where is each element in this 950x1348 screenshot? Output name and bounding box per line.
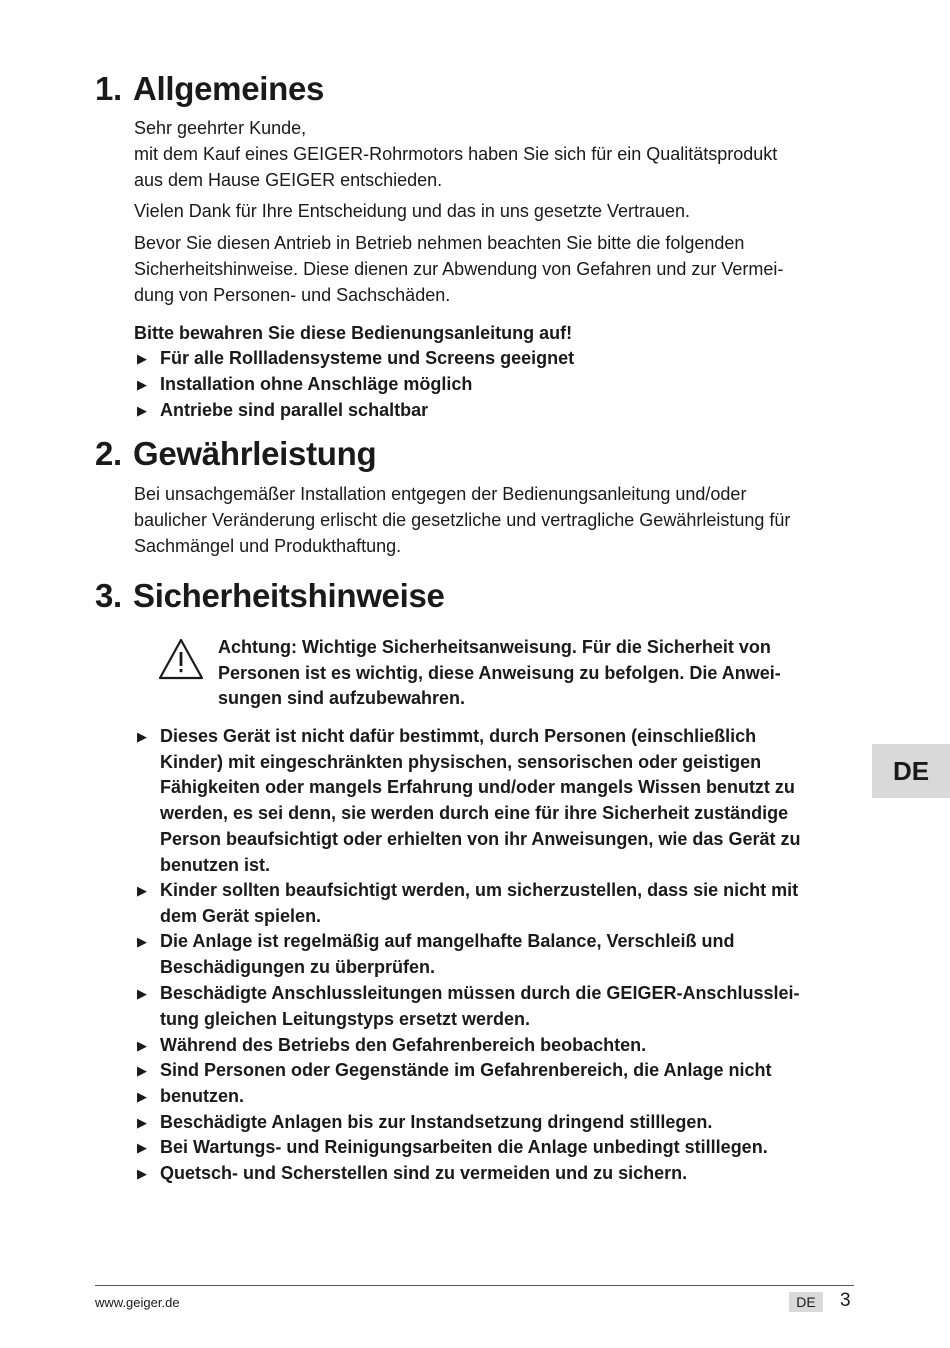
list-item bbox=[134, 1084, 854, 1110]
list-item bbox=[134, 398, 854, 424]
triangle-right-icon: ▶ bbox=[137, 986, 147, 1001]
section-number: 2. bbox=[95, 435, 122, 472]
triangle-right-icon: ▶ bbox=[137, 1089, 147, 1104]
paragraph: Bevor Sie diesen Antrieb in Betrieb nehmen beachten Sie bitte die folgenden Sicherheitshinweise. Diese dienen zur Abwendung von Gefahren und zur Vermei- dung von Personen- und Sachschäden. bbox=[134, 233, 784, 305]
section-title: Allgemeines bbox=[133, 70, 325, 107]
section-1-paragraph-2 bbox=[134, 198, 854, 224]
list-item bbox=[134, 1135, 854, 1161]
section-3-heading bbox=[95, 577, 445, 615]
paragraph: Sehr geehrter Kunde, mit dem Kauf eines GEIGER-Rohrmotors haben Sie sich für ein Qualitätsprodukt aus dem Hause GEIGER entschieden. bbox=[134, 118, 778, 190]
triangle-right-icon: ▶ bbox=[137, 934, 147, 949]
triangle-right-icon: ▶ bbox=[137, 377, 147, 392]
list-item-text: Antriebe sind parallel schaltbar bbox=[160, 400, 429, 420]
list-item bbox=[134, 878, 854, 929]
list-item-text: Für alle Rollladensysteme und Screens geeignet bbox=[160, 348, 575, 368]
list-item bbox=[134, 981, 854, 1032]
section-number: 1. bbox=[95, 70, 122, 107]
triangle-right-icon: ▶ bbox=[137, 1140, 147, 1155]
list-item-text: Beschädigte Anlagen bis zur Instandsetzung dringend stilllegen. bbox=[160, 1112, 713, 1132]
footer-language-badge: DE bbox=[789, 1292, 823, 1312]
section-1-heading bbox=[95, 70, 324, 108]
list-item-text: Die Anlage ist regelmäßig auf mangelhafte Balance, Verschleiß und Beschädigungen zu überprüfen. bbox=[160, 931, 735, 977]
section-number: 3. bbox=[95, 577, 122, 614]
keep-manual-note bbox=[134, 320, 854, 346]
section-1-paragraph-3 bbox=[134, 230, 854, 308]
bold-note: Bitte bewahren Sie diese Bedienungsanleitung auf! bbox=[134, 323, 573, 343]
triangle-right-icon: ▶ bbox=[137, 1038, 147, 1053]
paragraph: Vielen Dank für Ihre Entscheidung und das in uns gesetzte Vertrauen. bbox=[134, 201, 691, 221]
list-item-text: benutzen. bbox=[160, 1086, 244, 1106]
list-item bbox=[134, 1058, 854, 1084]
section-2-paragraph bbox=[134, 481, 854, 559]
page-number: 3 bbox=[840, 1290, 851, 1311]
triangle-right-icon: ▶ bbox=[137, 1166, 147, 1181]
footer-divider bbox=[95, 1285, 854, 1286]
list-item-text: Dieses Gerät ist nicht dafür bestimmt, durch Personen (einschließlich Kinder) mit eingeschränkten physischen, sensorischen oder geistigen Fähigkeiten oder mangels Erfahrung und/oder mangels Wissen benutzt zu werden, es sei denn, sie werden durch eine für ihre Sicherheit zuständige Person beaufsichtigt oder erhielten von ihr Anweisungen, wie das Gerät zu benutzen ist. bbox=[160, 726, 801, 875]
list-item bbox=[134, 1161, 854, 1187]
triangle-right-icon: ▶ bbox=[137, 1115, 147, 1130]
section-1-paragraph-1 bbox=[134, 115, 854, 193]
safety-warning-text: Achtung: Wichtige Sicherheitsanweisung. Für die Sicherheit von Personen ist es wichtig, diese Anweisung zu befolgen. Die Anwei- sungen sind aufzubewahren. bbox=[218, 637, 781, 709]
triangle-right-icon: ▶ bbox=[137, 351, 147, 366]
footer-url: www.geiger.de bbox=[95, 1295, 180, 1310]
list-item-text: Kinder sollten beaufsichtigt werden, um sicherzustellen, dass sie nicht mit dem Gerät spielen. bbox=[160, 880, 799, 926]
list-item bbox=[134, 1033, 854, 1059]
list-item bbox=[134, 372, 854, 398]
triangle-right-icon: ▶ bbox=[137, 1063, 147, 1078]
list-item-text: Installation ohne Anschläge möglich bbox=[160, 374, 473, 394]
section-title: Sicherheitshinweise bbox=[133, 577, 445, 614]
list-item bbox=[134, 346, 854, 372]
section-2-heading bbox=[95, 435, 376, 473]
list-item-text: Während des Betriebs den Gefahrenbereich beobachten. bbox=[160, 1035, 647, 1055]
triangle-right-icon: ▶ bbox=[137, 729, 147, 744]
triangle-right-icon: ▶ bbox=[137, 403, 147, 418]
list-item-text: Quetsch- und Scherstellen sind zu vermeiden und zu sichern. bbox=[160, 1163, 688, 1183]
warning-triangle-icon bbox=[158, 638, 204, 680]
triangle-right-icon: ▶ bbox=[137, 883, 147, 898]
section-title: Gewährleistung bbox=[133, 435, 377, 472]
list-item bbox=[134, 724, 854, 878]
paragraph: Bei unsachgemäßer Installation entgegen der Bedienungsanleitung und/oder baulicher Veränderung erlischt die gesetzliche und vertragliche Gewährleistung für Sachmängel und Produkthaftung. bbox=[134, 484, 791, 556]
list-item bbox=[134, 1110, 854, 1136]
list-item-text: Beschädigte Anschlussleitungen müssen durch die GEIGER-Anschlusslei- tung gleichen Leitungstyps ersetzt werden. bbox=[160, 983, 800, 1029]
list-item-text: Bei Wartungs- und Reinigungsarbeiten die Anlage unbedingt stilllegen. bbox=[160, 1137, 768, 1157]
language-side-tab: DE bbox=[872, 744, 950, 798]
list-item-text: Sind Personen oder Gegenstände im Gefahrenbereich, die Anlage nicht bbox=[160, 1060, 772, 1080]
list-item bbox=[134, 929, 854, 980]
